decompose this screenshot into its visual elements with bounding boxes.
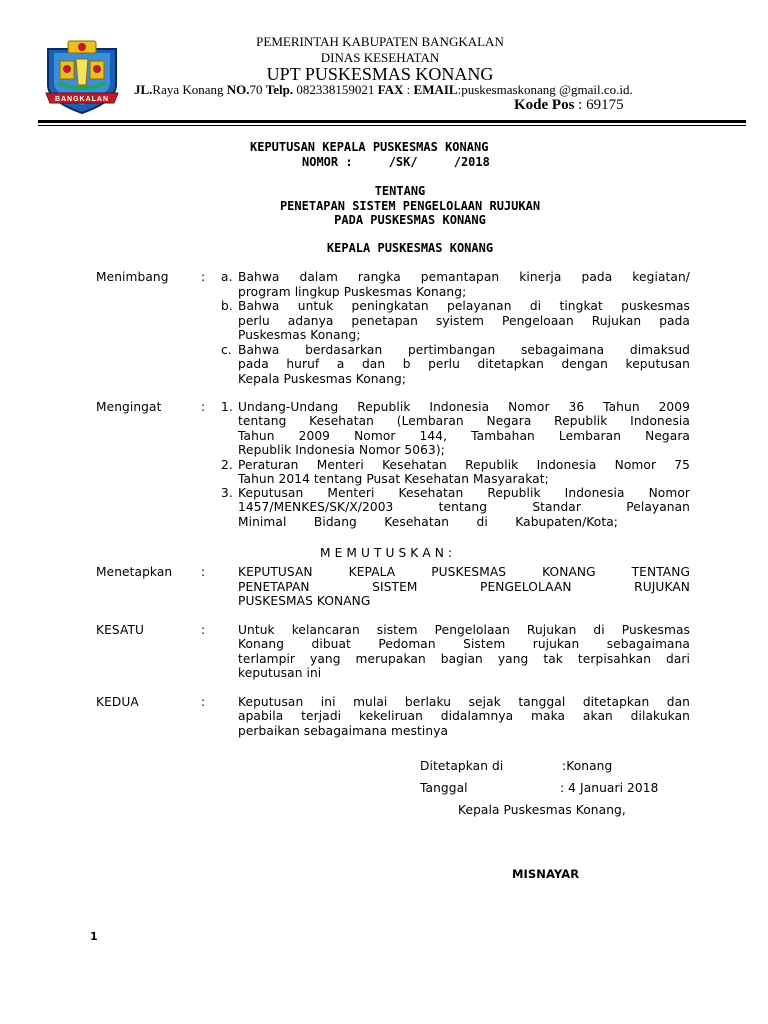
mengingat-colon: : — [201, 400, 206, 414]
menimbang-marker-a: a. — [221, 270, 233, 284]
mengingat-3-line2: 1457/MENKES/SK/X/2003 tentang Standar Pelayanan — [238, 500, 690, 514]
tentang-heading: TENTANG — [374, 184, 426, 198]
address-jl: JL. — [134, 82, 153, 97]
menetapkan-colon: : — [201, 565, 206, 579]
address-fax-label: FAX — [377, 82, 404, 97]
mengingat-marker-3: 3. — [221, 486, 233, 500]
menimbang-b-line1: Bahwa untuk peningkatan pelayanan di tingkat puskesmas — [238, 299, 690, 313]
memutuskan-heading: M E M U T U S K A N : — [320, 546, 453, 560]
signature-date-value: : 4 Januari 2018 — [560, 781, 659, 795]
mengingat-2-line2: Tahun 2014 tentang Pusat Kesehatan Masyarakat; — [238, 472, 549, 486]
address-fax: : — [403, 82, 414, 97]
menimbang-c-line3: Kepala Puskesmas Konang; — [238, 372, 407, 386]
kedua-line3: perbaikan sebagaimana mestinya — [238, 724, 449, 738]
decree-subject-line2: PADA PUSKESMAS KONANG — [334, 213, 486, 227]
decree-authority: KEPALA PUSKESMAS KONANG — [326, 241, 494, 255]
address-no: NO. — [226, 82, 250, 97]
mengingat-1-line2: tentang Kesehatan (Lembaran Negara Republik Indonesia — [238, 414, 690, 428]
page-number: 1 — [90, 930, 98, 943]
mengingat-1-line1: Undang-Undang Republik Indonesia Nomor 36 Tahun 2009 — [238, 400, 690, 414]
address-street: Raya Konang — [152, 82, 227, 97]
menimbang-c-line2: pada huruf a dan b perlu ditetapkan dengan keputusan — [238, 357, 690, 371]
postcode-label: Kode Pos — [514, 97, 575, 113]
signature-place-value: :Konang — [562, 759, 613, 773]
address-telp: 082338159021 — [293, 82, 378, 97]
kesatu-label: KESATU — [96, 623, 145, 637]
kesatu-line2: Konang dibuat Pedoman Sistem rujukan sebagaimana — [238, 637, 690, 651]
menimbang-marker-b: b. — [221, 299, 233, 313]
kesatu-line1: Untuk kelancaran sistem Pengelolaan Rujukan di Puskesmas — [238, 623, 690, 637]
kedua-line1: Keputusan ini mulai berlaku sejak tanggal ditetapkan dan — [238, 695, 690, 709]
letterhead-rule-thick — [38, 120, 746, 123]
mengingat-1-line3: Tahun 2009 Nomor 144, Tambahan Lembaran Negara — [238, 429, 690, 443]
menetapkan-line2: PENETAPAN SISTEM PENGELOLAAN RUJUKAN — [238, 580, 690, 594]
kedua-label: KEDUA — [96, 695, 139, 709]
signature-place-label: Ditetapkan di — [420, 759, 504, 773]
signature-date-label: Tanggal — [420, 781, 468, 795]
menetapkan-label: Menetapkan — [96, 565, 173, 579]
letterhead-government: PEMERINTAH KABUPATEN BANGKALAN — [256, 34, 504, 49]
menimbang-c-line1: Bahwa berdasarkan pertimbangan sebagaimana dimaksud — [238, 343, 690, 357]
menetapkan-line1: KEPUTUSAN KEPALA PUSKESMAS KONANG TENTANG — [238, 565, 690, 579]
address-email: :puskesmaskonang @gmail.co.id. — [457, 82, 633, 97]
mengingat-marker-2: 2. — [221, 458, 233, 472]
kesatu-colon: : — [201, 623, 206, 637]
letterhead-address — [134, 82, 633, 98]
mengingat-3-line1: Keputusan Menteri Kesehatan Republik Indonesia Nomor — [238, 486, 690, 500]
kedua-line2: apabila terjadi kekeliruan didalamnya maka akan dilakukan — [238, 709, 690, 723]
menimbang-colon: : — [201, 270, 206, 284]
menimbang-b-line3: Puskesmas Konang; — [238, 328, 361, 342]
address-telp-label: Telp. — [265, 82, 294, 97]
signature-position: Kepala Puskesmas Konang, — [458, 803, 626, 817]
menimbang-marker-c: c. — [221, 343, 232, 357]
letterhead-postcode — [514, 97, 624, 114]
menimbang-a-line2: program lingkup Puskesmas Konang; — [238, 285, 467, 299]
letterhead-rule-thin — [38, 125, 746, 126]
mengingat-1-line4: Republik Indonesia Nomor 5063); — [238, 443, 445, 457]
decree-subject-line1: PENETAPAN SISTEM PENGELOLAAN RUJUKAN — [279, 199, 541, 213]
decree-title: KEPUTUSAN KEPALA PUSKESMAS KONANG — [250, 140, 489, 154]
address-number: 70 — [249, 82, 266, 97]
kedua-colon: : — [201, 695, 206, 709]
postcode-value: : 69175 — [574, 97, 624, 113]
letterhead-department: DINAS KESEHATAN — [320, 50, 440, 65]
mengingat-3-line3: Minimal Bidang Kesehatan di Kabupaten/Kota; — [238, 515, 618, 529]
kesatu-line4: keputusan ini — [238, 666, 322, 680]
signatory-name: MISNAYAR — [512, 867, 580, 881]
bangkalan-regency-logo — [38, 35, 126, 115]
mengingat-marker-1: 1. — [221, 400, 233, 414]
kesatu-line3: terlampir yang merupakan bagian yang tak terpisahkan dari — [238, 652, 690, 666]
menimbang-b-line2: perlu adanya penetapan syistem Pengeloaan Rujukan pada — [238, 314, 690, 328]
letterhead-institution: UPT PUSKESMAS KONANG — [266, 64, 494, 84]
menimbang-label: Menimbang — [96, 270, 169, 284]
menetapkan-line3: PUSKESMAS KONANG — [238, 594, 371, 608]
menimbang-a-line1: Bahwa dalam rangka pemantapan kinerja pada kegiatan/ — [238, 270, 690, 284]
address-email-label: EMAIL — [413, 82, 458, 97]
logo-caption: BANGKALAN — [54, 96, 110, 103]
mengingat-2-line1: Peraturan Menteri Kesehatan Republik Indonesia Nomor 75 — [238, 458, 690, 472]
mengingat-label: Mengingat — [96, 400, 162, 414]
decree-number: NOMOR : /SK/ /2018 — [302, 155, 490, 169]
